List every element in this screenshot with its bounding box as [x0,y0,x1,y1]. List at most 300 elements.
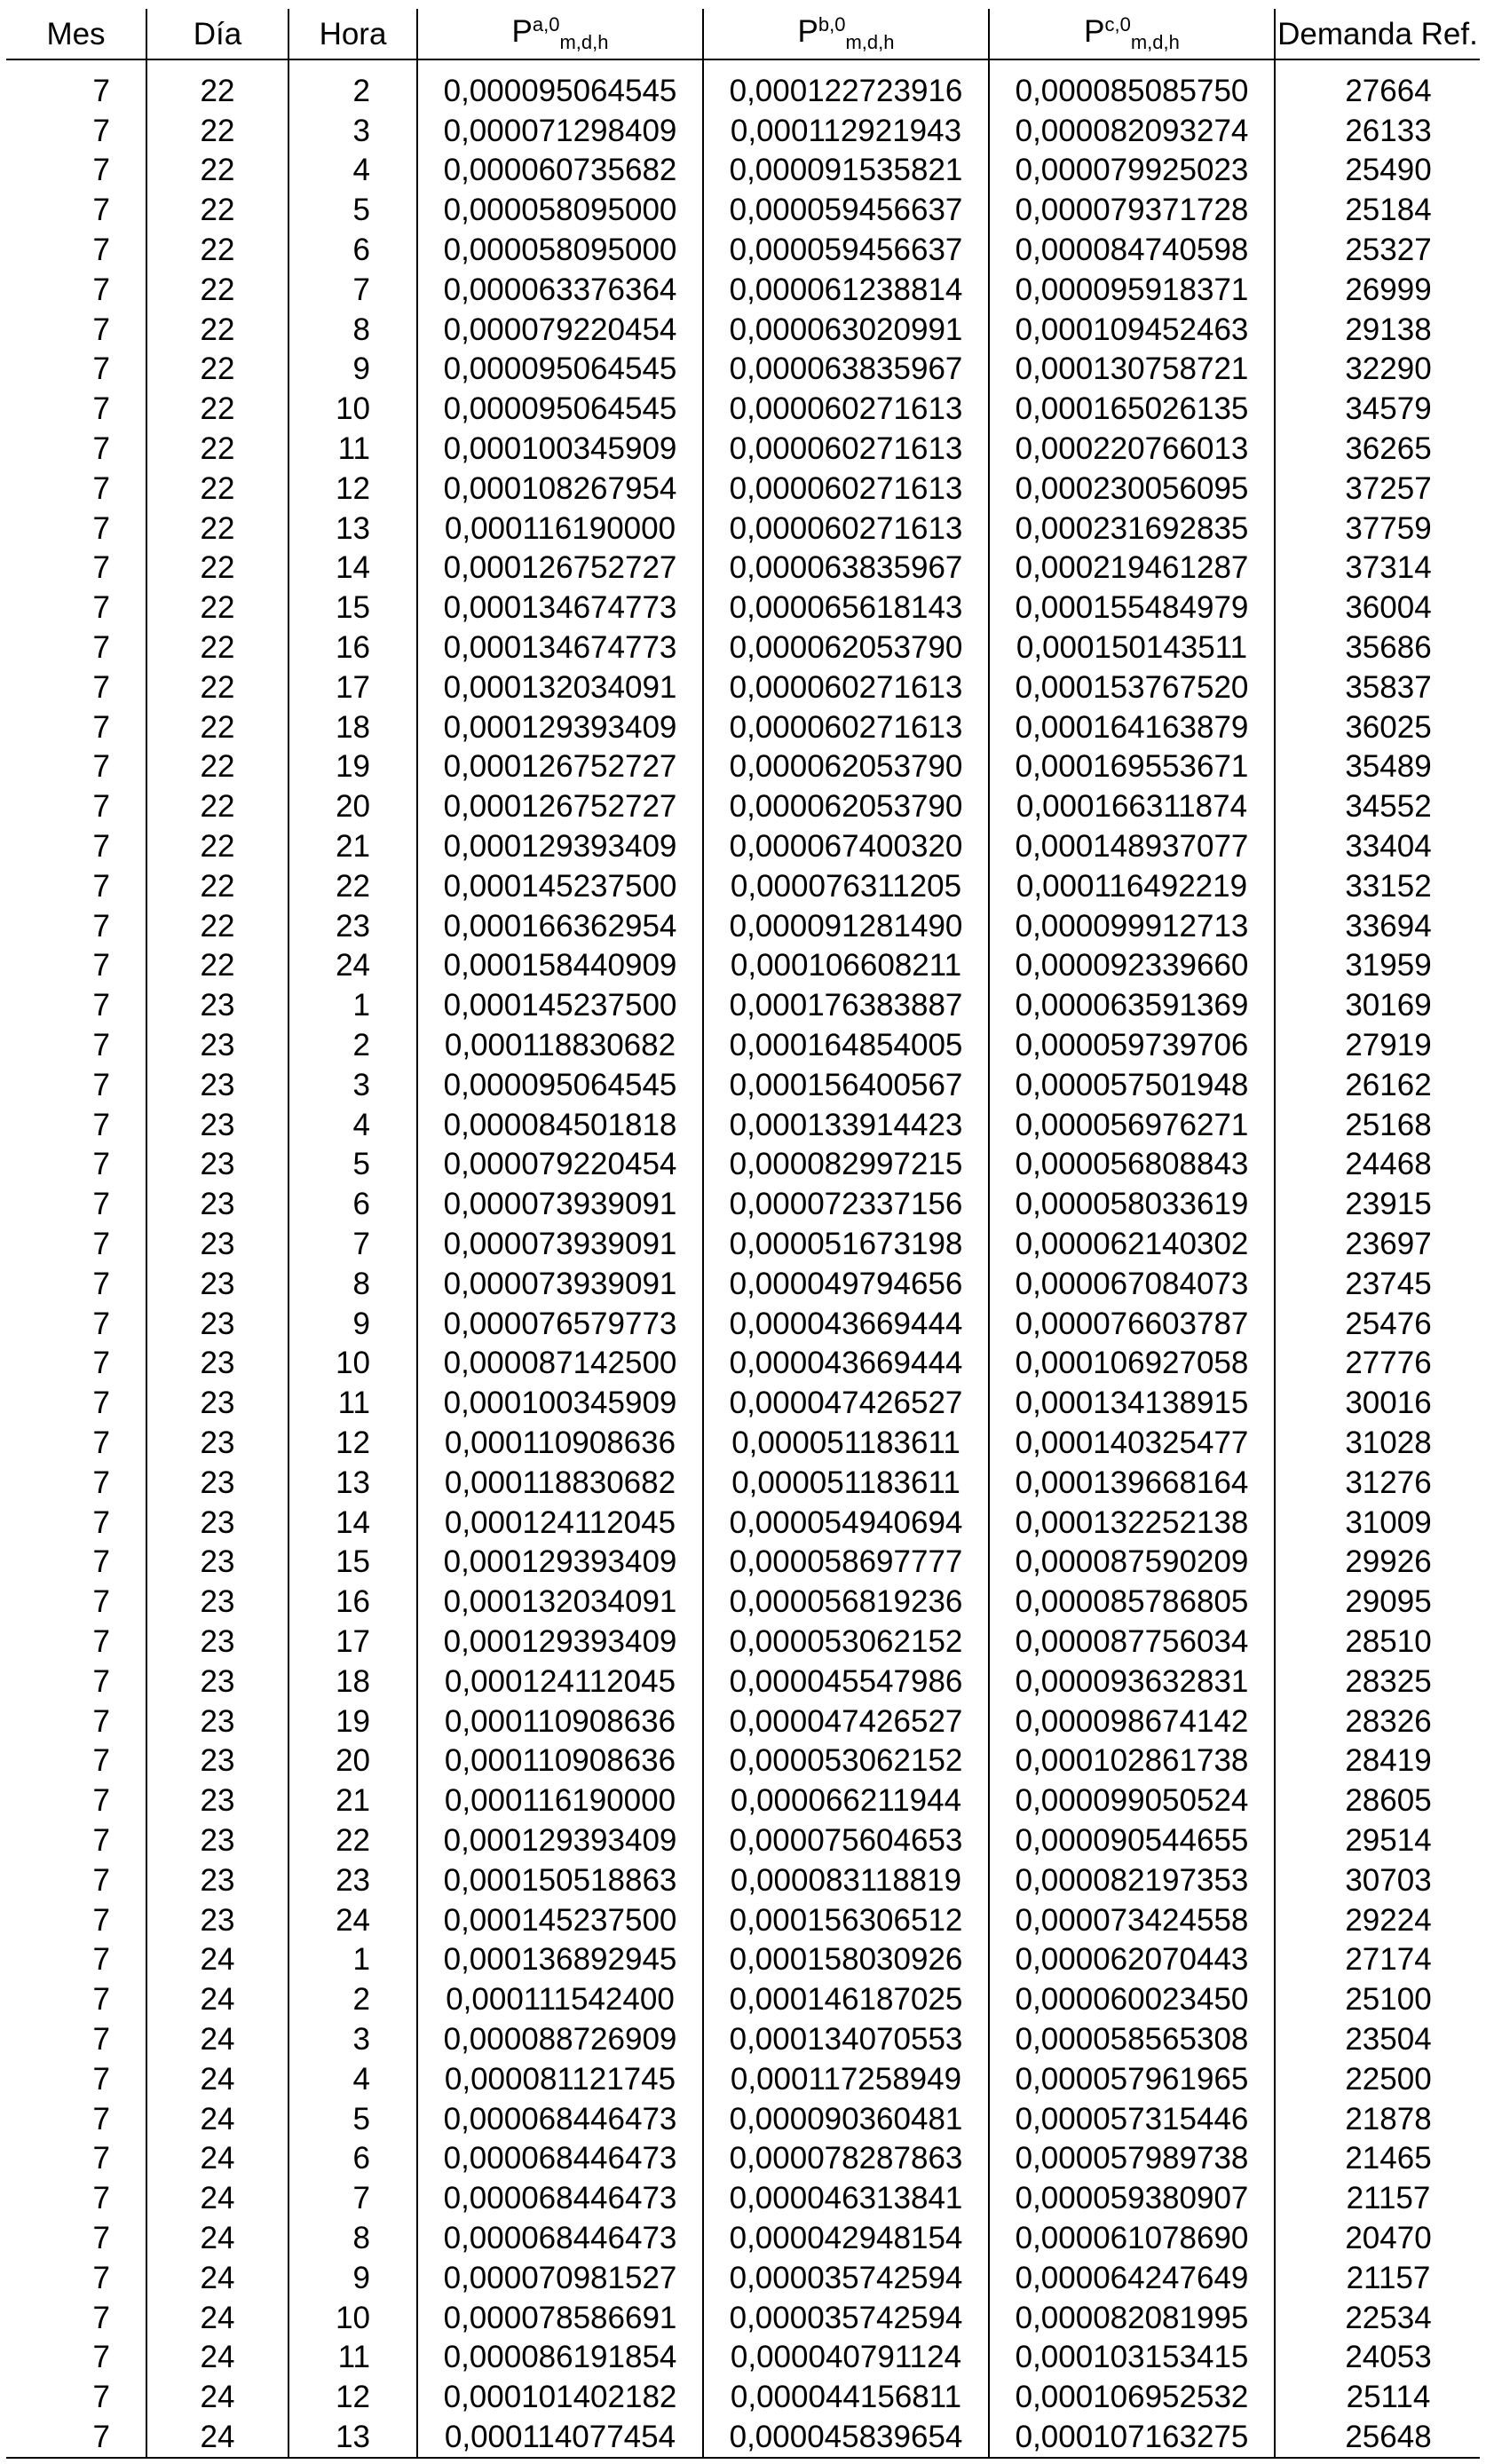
cell-p-c: 0,000103153415 [989,2337,1275,2377]
cell-dia: 23 [146,1820,289,1860]
cell-mes: 7 [6,1900,146,1940]
cell-p-a: 0,000100345909 [417,429,703,469]
cell-p-a: 0,000118830682 [417,1463,703,1503]
cell-mes: 7 [6,1622,146,1662]
cell-p-a: 0,000100345909 [417,1383,703,1423]
cell-hora: 8 [289,2218,417,2258]
table-row [6,2019,1480,2059]
cell-dia: 22 [146,310,289,350]
cell-demanda: 23697 [1275,1224,1480,1264]
cell-dia: 23 [146,1184,289,1224]
cell-p-a: 0,000095064545 [417,59,703,111]
cell-hora: 1 [289,1939,417,1979]
cell-mes: 7 [6,270,146,310]
cell-p-a: 0,000132034091 [417,1582,703,1622]
cell-dia: 23 [146,1860,289,1900]
cell-hora: 16 [289,628,417,667]
cell-p-a: 0,000073939091 [417,1184,703,1224]
table-row [6,1344,1480,1384]
cell-dia: 23 [146,985,289,1025]
cell-p-b: 0,000047426527 [703,1702,989,1741]
table-row [6,230,1480,270]
table-row [6,509,1480,549]
cell-hora: 23 [289,1860,417,1900]
cell-p-b: 0,000059456637 [703,230,989,270]
cell-hora: 9 [289,2258,417,2298]
cell-mes: 7 [6,1105,146,1145]
cell-p-b: 0,000091535821 [703,151,989,191]
table-row [6,2099,1480,2139]
table-row [6,429,1480,469]
cell-dia: 24 [146,2099,289,2139]
cell-demanda: 30016 [1275,1383,1480,1423]
table-row [6,1542,1480,1582]
cell-mes: 7 [6,1503,146,1543]
cell-p-c: 0,000093632831 [989,1662,1275,1702]
cell-p-c: 0,000230056095 [989,469,1275,509]
cell-p-a: 0,000166362954 [417,906,703,946]
cell-p-c: 0,000116492219 [989,866,1275,906]
cell-hora: 13 [289,2417,417,2458]
cell-mes: 7 [6,1463,146,1503]
cell-dia: 23 [146,1264,289,1304]
cell-hora: 14 [289,549,417,588]
cell-mes: 7 [6,1860,146,1900]
table-row [6,2138,1480,2178]
table-row [6,826,1480,866]
cell-dia: 22 [146,628,289,667]
cell-p-a: 0,000095064545 [417,350,703,390]
cell-hora: 2 [289,1025,417,1065]
cell-demanda: 37314 [1275,549,1480,588]
table-row [6,1224,1480,1264]
cell-demanda: 26162 [1275,1065,1480,1105]
table-row [6,2337,1480,2377]
cell-hora: 24 [289,1900,417,1940]
cell-demanda: 25476 [1275,1304,1480,1344]
cell-p-c: 0,000058033619 [989,1184,1275,1224]
cell-demanda: 34579 [1275,389,1480,429]
cell-p-c: 0,000064247649 [989,2258,1275,2298]
cell-mes: 7 [6,1383,146,1423]
table-row [6,1105,1480,1145]
cell-p-c: 0,000057501948 [989,1065,1275,1105]
cell-mes: 7 [6,2019,146,2059]
cell-p-b: 0,000106608211 [703,946,989,986]
cell-p-a: 0,000087142500 [417,1344,703,1384]
cell-p-a: 0,000116190000 [417,1781,703,1820]
cell-demanda: 23915 [1275,1184,1480,1224]
cell-p-b: 0,000035742594 [703,2258,989,2298]
cell-p-c: 0,000084740598 [989,230,1275,270]
header-demanda: Demanda Ref. [1275,9,1480,59]
cell-mes: 7 [6,1344,146,1384]
cell-p-c: 0,000073424558 [989,1900,1275,1940]
cell-demanda: 36265 [1275,429,1480,469]
cell-dia: 24 [146,1939,289,1979]
cell-dia: 24 [146,2417,289,2458]
cell-demanda: 35489 [1275,747,1480,787]
table-row [6,906,1480,946]
cell-p-c: 0,000062140302 [989,1224,1275,1264]
cell-p-c: 0,000231692835 [989,509,1275,549]
cell-mes: 7 [6,59,146,111]
cell-dia: 23 [146,1423,289,1463]
cell-p-b: 0,000043669444 [703,1304,989,1344]
cell-p-a: 0,000086191854 [417,2337,703,2377]
cell-p-a: 0,000108267954 [417,469,703,509]
cell-p-b: 0,000158030926 [703,1939,989,1979]
cell-p-b: 0,000054940694 [703,1503,989,1543]
cell-p-a: 0,000084501818 [417,1105,703,1145]
cell-p-b: 0,000059456637 [703,190,989,230]
cell-p-c: 0,000095918371 [989,270,1275,310]
cell-dia: 22 [146,59,289,111]
cell-p-b: 0,000035742594 [703,2298,989,2338]
cell-dia: 22 [146,350,289,390]
table-body [6,59,1480,2458]
cell-mes: 7 [6,1065,146,1105]
cell-p-b: 0,000062053790 [703,628,989,667]
cell-p-b: 0,000053062152 [703,1741,989,1781]
cell-dia: 24 [146,2138,289,2178]
cell-p-a: 0,000079220454 [417,310,703,350]
cell-p-a: 0,000078586691 [417,2298,703,2338]
cell-hora: 10 [289,389,417,429]
cell-p-b: 0,000060271613 [703,429,989,469]
cell-p-a: 0,000058095000 [417,190,703,230]
cell-p-b: 0,000045839654 [703,2417,989,2458]
cell-mes: 7 [6,1979,146,2019]
cell-p-c: 0,000106952532 [989,2377,1275,2417]
cell-hora: 22 [289,866,417,906]
cell-dia: 24 [146,2178,289,2218]
cell-mes: 7 [6,1542,146,1582]
table-row [6,2218,1480,2258]
cell-dia: 22 [146,588,289,628]
cell-p-a: 0,000145237500 [417,866,703,906]
cell-p-c: 0,000092339660 [989,946,1275,986]
cell-p-c: 0,000098674142 [989,1702,1275,1741]
cell-p-c: 0,000153767520 [989,667,1275,707]
cell-p-c: 0,000102861738 [989,1741,1275,1781]
cell-hora: 3 [289,1065,417,1105]
cell-demanda: 33404 [1275,826,1480,866]
cell-mes: 7 [6,2059,146,2099]
cell-p-b: 0,000062053790 [703,786,989,826]
table-row [6,985,1480,1025]
cell-hora: 19 [289,1702,417,1741]
cell-mes: 7 [6,2377,146,2417]
cell-mes: 7 [6,1304,146,1344]
cell-p-b: 0,000040791124 [703,2337,989,2377]
cell-p-a: 0,000124112045 [417,1503,703,1543]
cell-hora: 6 [289,1184,417,1224]
table-row [6,151,1480,191]
cell-p-b: 0,000063020991 [703,310,989,350]
cell-p-a: 0,000134674773 [417,628,703,667]
cell-p-b: 0,000156400567 [703,1065,989,1105]
header-p-b-sub: m,d,h [845,31,895,53]
cell-p-b: 0,000061238814 [703,270,989,310]
table-row [6,2059,1480,2099]
cell-hora: 5 [289,190,417,230]
cell-hora: 10 [289,2298,417,2338]
cell-p-b: 0,000062053790 [703,747,989,787]
header-dia: Día [146,9,289,59]
table-row [6,469,1480,509]
cell-dia: 23 [146,1662,289,1702]
cell-demanda: 29514 [1275,1820,1480,1860]
cell-hora: 6 [289,230,417,270]
cell-p-a: 0,000068446473 [417,2218,703,2258]
cell-demanda: 28605 [1275,1781,1480,1820]
cell-dia: 22 [146,667,289,707]
cell-p-b: 0,000056819236 [703,1582,989,1622]
cell-p-c: 0,000130758721 [989,350,1275,390]
cell-p-c: 0,000063591369 [989,985,1275,1025]
cell-demanda: 31009 [1275,1503,1480,1543]
cell-demanda: 35837 [1275,667,1480,707]
table-row [6,667,1480,707]
cell-hora: 12 [289,469,417,509]
cell-demanda: 29926 [1275,1542,1480,1582]
cell-p-a: 0,000081121745 [417,2059,703,2099]
cell-dia: 22 [146,389,289,429]
cell-mes: 7 [6,389,146,429]
cell-mes: 7 [6,469,146,509]
header-p-c-sup: c,0 [1104,13,1131,36]
cell-dia: 24 [146,2337,289,2377]
cell-demanda: 22534 [1275,2298,1480,2338]
cell-hora: 8 [289,1264,417,1304]
cell-p-c: 0,000087756034 [989,1622,1275,1662]
cell-p-a: 0,000110908636 [417,1741,703,1781]
cell-hora: 23 [289,906,417,946]
cell-p-c: 0,000220766013 [989,429,1275,469]
cell-p-c: 0,000140325477 [989,1423,1275,1463]
table-row [6,707,1480,747]
cell-hora: 15 [289,588,417,628]
header-p-a-sup: a,0 [532,13,560,36]
cell-p-a: 0,000088726909 [417,2019,703,2059]
cell-p-c: 0,000057961965 [989,2059,1275,2099]
header-p-b-base: P [797,14,818,49]
cell-hora: 3 [289,2019,417,2059]
cell-hora: 17 [289,667,417,707]
cell-p-b: 0,000047426527 [703,1383,989,1423]
cell-p-c: 0,000219461287 [989,549,1275,588]
cell-p-b: 0,000083118819 [703,1860,989,1900]
cell-p-a: 0,000134674773 [417,588,703,628]
table-row [6,1622,1480,1662]
cell-p-b: 0,000067400320 [703,826,989,866]
cell-p-b: 0,000176383887 [703,985,989,1025]
cell-p-a: 0,000101402182 [417,2377,703,2417]
cell-p-c: 0,000155484979 [989,588,1275,628]
cell-hora: 4 [289,151,417,191]
cell-hora: 12 [289,1423,417,1463]
cell-mes: 7 [6,1423,146,1463]
cell-hora: 4 [289,2059,417,2099]
table-row [6,2417,1480,2458]
cell-dia: 23 [146,1344,289,1384]
cell-mes: 7 [6,1224,146,1264]
cell-p-c: 0,000057989738 [989,2138,1275,2178]
cell-hora: 14 [289,1503,417,1543]
table-row [6,59,1480,111]
cell-hora: 21 [289,826,417,866]
cell-p-a: 0,000073939091 [417,1264,703,1304]
cell-mes: 7 [6,2099,146,2139]
cell-p-c: 0,000062070443 [989,1939,1275,1979]
cell-p-b: 0,000075604653 [703,1820,989,1860]
header-row [6,9,1480,59]
cell-p-b: 0,000042948154 [703,2218,989,2258]
table-row [6,1503,1480,1543]
table-row [6,2258,1480,2298]
header-p-c [989,9,1275,59]
cell-demanda: 24053 [1275,2337,1480,2377]
cell-p-c: 0,000085085750 [989,59,1275,111]
cell-p-c: 0,000082093274 [989,111,1275,151]
cell-mes: 7 [6,1781,146,1820]
cell-hora: 12 [289,2377,417,2417]
cell-demanda: 32290 [1275,350,1480,390]
cell-mes: 7 [6,985,146,1025]
cell-p-c: 0,000067084073 [989,1264,1275,1304]
cell-p-b: 0,000045547986 [703,1662,989,1702]
cell-hora: 10 [289,1344,417,1384]
cell-demanda: 25184 [1275,190,1480,230]
cell-p-c: 0,000058565308 [989,2019,1275,2059]
cell-dia: 22 [146,747,289,787]
cell-demanda: 27664 [1275,59,1480,111]
cell-p-b: 0,000051183611 [703,1463,989,1503]
cell-demanda: 23504 [1275,2019,1480,2059]
cell-p-b: 0,000112921943 [703,111,989,151]
cell-p-c: 0,000099050524 [989,1781,1275,1820]
header-hora: Hora [289,9,417,59]
table-row [6,786,1480,826]
cell-p-b: 0,000044156811 [703,2377,989,2417]
cell-dia: 22 [146,826,289,866]
table-row [6,549,1480,588]
cell-mes: 7 [6,509,146,549]
table-row [6,1582,1480,1622]
cell-demanda: 20470 [1275,2218,1480,2258]
cell-dia: 22 [146,866,289,906]
table-row [6,1979,1480,2019]
cell-dia: 23 [146,1065,289,1105]
cell-mes: 7 [6,588,146,628]
cell-demanda: 35686 [1275,628,1480,667]
cell-p-b: 0,000146187025 [703,1979,989,2019]
cell-p-c: 0,000076603787 [989,1304,1275,1344]
cell-demanda: 33694 [1275,906,1480,946]
cell-p-c: 0,000166311874 [989,786,1275,826]
cell-hora: 3 [289,111,417,151]
table-row [6,1065,1480,1105]
cell-dia: 23 [146,1304,289,1344]
cell-p-b: 0,000091281490 [703,906,989,946]
table-row [6,1939,1480,1979]
table-row [6,2377,1480,2417]
cell-p-b: 0,000049794656 [703,1264,989,1304]
cell-demanda: 24468 [1275,1145,1480,1185]
cell-p-b: 0,000134070553 [703,2019,989,2059]
cell-dia: 23 [146,1582,289,1622]
table-row [6,190,1480,230]
cell-demanda: 37759 [1275,509,1480,549]
cell-p-c: 0,000099912713 [989,906,1275,946]
cell-p-c: 0,000082081995 [989,2298,1275,2338]
cell-p-a: 0,000126752727 [417,786,703,826]
cell-hora: 6 [289,2138,417,2178]
cell-p-a: 0,000136892945 [417,1939,703,1979]
cell-p-a: 0,000145237500 [417,985,703,1025]
table-row [6,389,1480,429]
cell-demanda: 25648 [1275,2417,1480,2458]
cell-p-a: 0,000126752727 [417,747,703,787]
cell-dia: 24 [146,2258,289,2298]
table-row [6,1463,1480,1503]
cell-mes: 7 [6,310,146,350]
header-p-b-sup: b,0 [818,13,846,36]
cell-p-b: 0,000058697777 [703,1542,989,1582]
cell-dia: 23 [146,1224,289,1264]
cell-mes: 7 [6,826,146,866]
cell-mes: 7 [6,1662,146,1702]
cell-mes: 7 [6,1184,146,1224]
cell-p-b: 0,000065618143 [703,588,989,628]
cell-p-c: 0,000090544655 [989,1820,1275,1860]
cell-mes: 7 [6,707,146,747]
cell-p-a: 0,000126752727 [417,549,703,588]
cell-p-a: 0,000076579773 [417,1304,703,1344]
cell-p-c: 0,000059739706 [989,1025,1275,1065]
table-row [6,1860,1480,1900]
cell-p-a: 0,000110908636 [417,1423,703,1463]
cell-dia: 24 [146,2019,289,2059]
cell-dia: 22 [146,429,289,469]
cell-demanda: 21157 [1275,2178,1480,2218]
cell-p-b: 0,000060271613 [703,707,989,747]
cell-mes: 7 [6,350,146,390]
cell-p-a: 0,000079220454 [417,1145,703,1185]
cell-dia: 22 [146,786,289,826]
cell-hora: 5 [289,1145,417,1185]
cell-mes: 7 [6,2298,146,2338]
cell-hora: 11 [289,429,417,469]
cell-demanda: 21465 [1275,2138,1480,2178]
cell-p-a: 0,000129393409 [417,826,703,866]
cell-demanda: 28510 [1275,1622,1480,1662]
cell-p-b: 0,000117258949 [703,2059,989,2099]
cell-dia: 22 [146,230,289,270]
table-row [6,866,1480,906]
cell-dia: 23 [146,1383,289,1423]
table-row [6,1662,1480,1702]
cell-demanda: 31028 [1275,1423,1480,1463]
cell-mes: 7 [6,667,146,707]
cell-p-b: 0,000046313841 [703,2178,989,2218]
cell-p-c: 0,000056808843 [989,1145,1275,1185]
cell-demanda: 33152 [1275,866,1480,906]
cell-demanda: 28419 [1275,1741,1480,1781]
cell-p-b: 0,000043669444 [703,1344,989,1384]
cell-mes: 7 [6,151,146,191]
